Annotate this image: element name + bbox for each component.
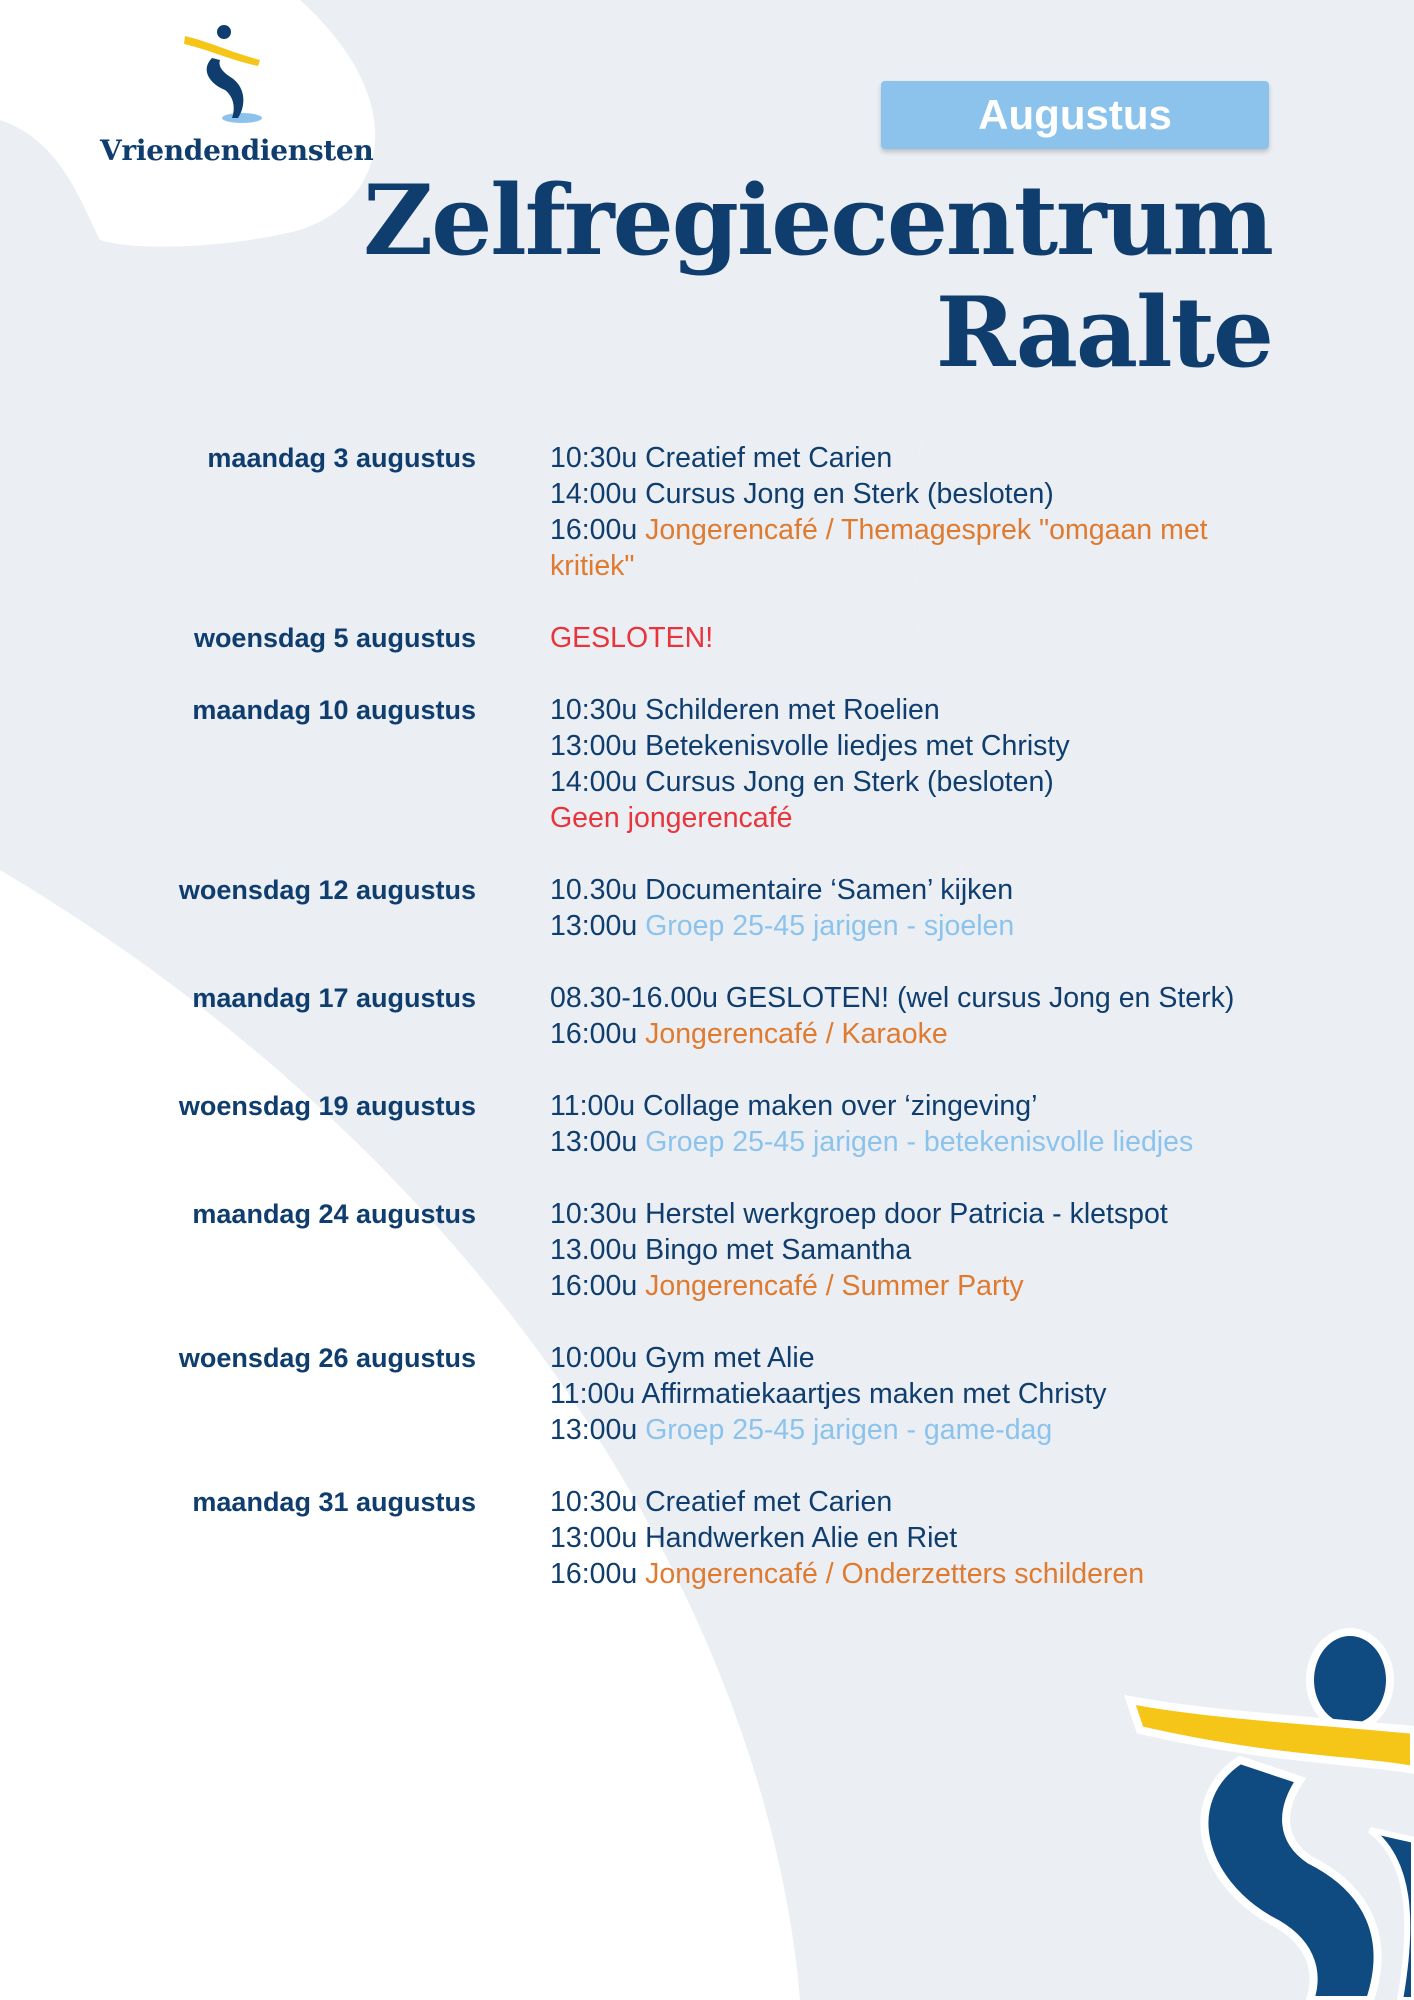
schedule-list	[0, 440, 1414, 1628]
event-list	[550, 872, 1280, 944]
event-time: 10:30u	[550, 442, 638, 474]
event-time: 11:00u	[550, 1378, 636, 1410]
event-description: Groep 25-45 jarigen - betekenisvolle liedjes	[637, 1126, 1194, 1158]
event-item	[550, 620, 1280, 656]
event-list	[550, 980, 1280, 1052]
schedule-day	[0, 1340, 1414, 1448]
event-item	[550, 476, 1280, 512]
event-item	[550, 1376, 1280, 1412]
event-list	[550, 1088, 1280, 1160]
event-time: 16:00u	[550, 1018, 638, 1050]
event-description: Gym met Alie	[637, 1342, 815, 1374]
event-time: 13.00u	[550, 1234, 638, 1266]
event-item	[550, 1520, 1280, 1556]
mascot-figure-icon	[1110, 1620, 1414, 2000]
event-time: 10:30u	[550, 1198, 638, 1230]
event-time: 10:00u	[550, 1342, 638, 1374]
event-time: 14:00u	[550, 478, 638, 510]
schedule-day	[0, 980, 1414, 1052]
event-list	[550, 1196, 1280, 1304]
title-line-1: Zelfregiecentrum	[363, 164, 1272, 277]
event-item	[550, 908, 1280, 944]
day-label: maandag 3 augustus	[207, 443, 476, 473]
schedule-day	[0, 620, 1414, 656]
event-list	[550, 1340, 1280, 1448]
event-description: Jongerencafé / Karaoke	[637, 1018, 948, 1050]
event-description: Bingo met Samantha	[637, 1234, 912, 1266]
event-item	[550, 980, 1280, 1016]
event-time: 14:00u	[550, 766, 638, 798]
event-item	[550, 1016, 1280, 1052]
event-description: Collage maken over ‘zingeving’	[635, 1090, 1038, 1122]
event-description: Schilderen met Roelien	[637, 694, 940, 726]
event-description: Creatief met Carien	[637, 1486, 893, 1518]
event-item	[550, 1412, 1280, 1448]
event-description: Herstel werkgroep door Patricia - kletspot	[637, 1198, 1168, 1230]
event-item	[550, 512, 1280, 584]
event-description: Jongerencafé / Summer Party	[637, 1270, 1024, 1302]
event-item	[550, 872, 1280, 908]
logo-text: Vriendendiensten	[100, 134, 374, 167]
event-list	[550, 440, 1280, 584]
event-item	[550, 1088, 1280, 1124]
event-time: 16:00u	[550, 1558, 638, 1590]
event-time: 11:00u	[550, 1090, 636, 1122]
event-description: Documentaire ‘Samen’ kijken	[637, 874, 1014, 906]
day-label: maandag 24 augustus	[192, 1199, 476, 1229]
page-title	[272, 165, 1272, 389]
event-item	[550, 440, 1280, 476]
schedule-day	[0, 1196, 1414, 1304]
event-item	[550, 1484, 1280, 1520]
event-time: 13:00u	[550, 1126, 638, 1158]
event-item	[550, 1340, 1280, 1376]
day-label: woensdag 26 augustus	[178, 1343, 476, 1373]
event-time: 13:00u	[550, 730, 638, 762]
event-item	[550, 728, 1280, 764]
event-list	[550, 692, 1280, 836]
event-description: Creatief met Carien	[637, 442, 893, 474]
day-label: woensdag 12 augustus	[178, 875, 476, 905]
day-label: woensdag 19 augustus	[178, 1091, 476, 1121]
event-description: Betekenisvolle liedjes met Christy	[637, 730, 1070, 762]
event-description: Cursus Jong en Sterk (besloten)	[637, 478, 1054, 510]
event-description: GESLOTEN! (wel cursus Jong en Sterk)	[717, 982, 1235, 1014]
schedule-day	[0, 1088, 1414, 1160]
event-description: GESLOTEN!	[550, 622, 714, 654]
schedule-day	[0, 1484, 1414, 1592]
event-time: 08.30-16.00u	[550, 982, 718, 1014]
event-item	[550, 1124, 1280, 1160]
event-time: 13:00u	[550, 1414, 638, 1446]
schedule-day	[0, 872, 1414, 944]
day-label: woensdag 5 augustus	[193, 623, 476, 653]
event-time: 10:30u	[550, 694, 638, 726]
event-description: Groep 25-45 jarigen - sjoelen	[637, 910, 1015, 942]
event-item	[550, 800, 1280, 836]
event-time: 16:00u	[550, 1270, 638, 1302]
event-description: Handwerken Alie en Riet	[637, 1522, 958, 1554]
event-time: 10.30u	[550, 874, 638, 906]
event-item	[550, 1196, 1280, 1232]
event-time: 10:30u	[550, 1486, 638, 1518]
event-description: Geen jongerencafé	[550, 802, 793, 834]
event-description: Jongerencafé / Themagesprek "omgaan met kritiek"	[550, 514, 1208, 582]
day-label: maandag 31 augustus	[192, 1487, 476, 1517]
event-description: Groep 25-45 jarigen - game-dag	[637, 1414, 1053, 1446]
event-item	[550, 764, 1280, 800]
title-line-2: Raalte	[935, 276, 1272, 389]
event-description: Cursus Jong en Sterk (besloten)	[637, 766, 1054, 798]
schedule-day	[0, 692, 1414, 836]
event-list	[550, 1484, 1280, 1592]
event-item	[550, 1556, 1280, 1592]
event-item	[550, 1232, 1280, 1268]
month-badge: Augustus	[881, 81, 1269, 149]
event-time: 16:00u	[550, 514, 638, 546]
event-time: 13:00u	[550, 1522, 638, 1554]
event-description: Affirmatiekaartjes maken met Christy	[635, 1378, 1107, 1410]
day-label: maandag 17 augustus	[192, 983, 476, 1013]
event-time: 13:00u	[550, 910, 638, 942]
event-item	[550, 692, 1280, 728]
day-label: maandag 10 augustus	[192, 695, 476, 725]
event-description: Jongerencafé / Onderzetters schilderen	[637, 1558, 1145, 1590]
event-list	[550, 620, 1280, 656]
schedule-day	[0, 440, 1414, 584]
event-item	[550, 1268, 1280, 1304]
